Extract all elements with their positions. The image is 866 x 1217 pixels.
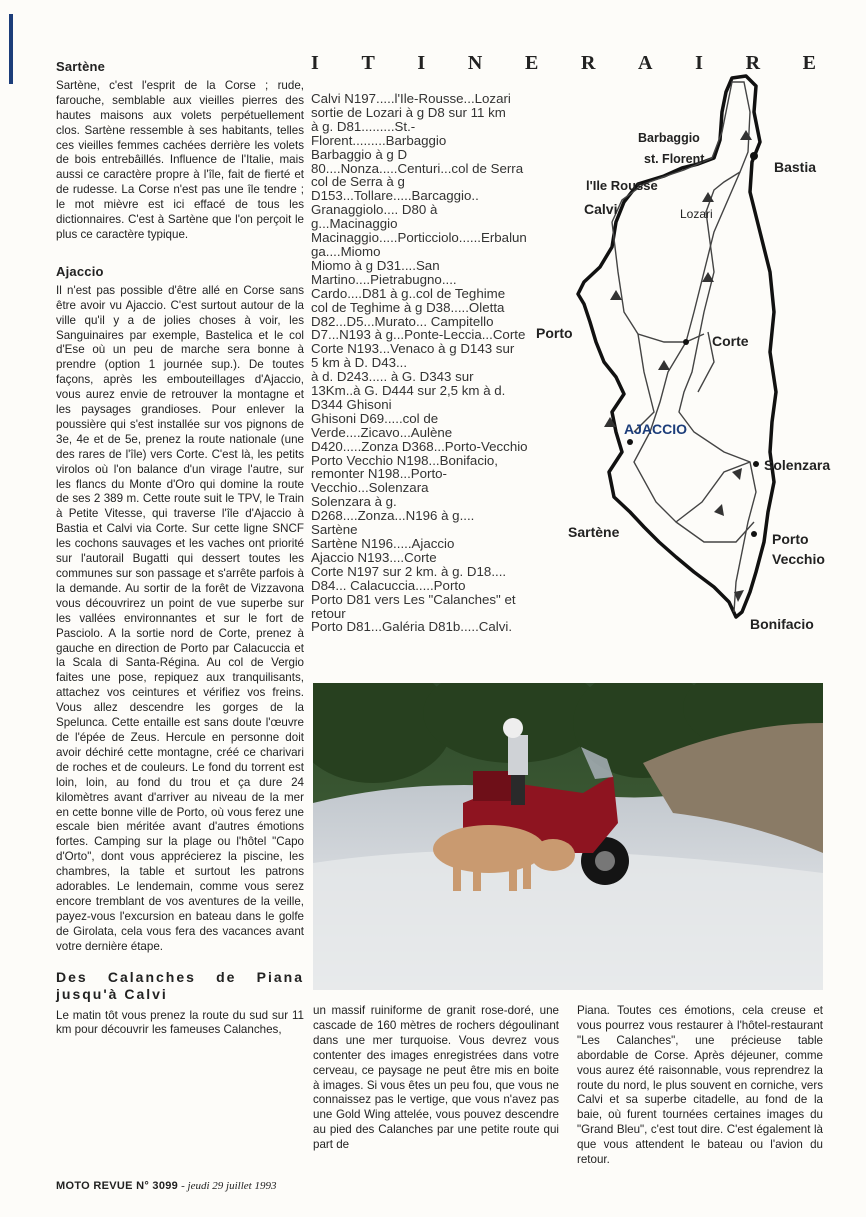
footer-magazine: MOTO REVUE N° 3099	[56, 1180, 179, 1192]
itineraire-line: Porto Vecchio N198...Bonifacio,	[311, 452, 499, 468]
itineraire-letter: E	[802, 52, 816, 74]
motorcycle-pig-photo	[313, 683, 823, 990]
itineraire-line: D153...Tollare.....Barcaggio..	[311, 188, 479, 204]
itineraire-line: Porto D81 vers Les "Calanches" et	[311, 591, 516, 607]
itineraire-letter: I	[311, 52, 319, 74]
itineraire-line: ga....Miomo	[311, 243, 381, 259]
itineraire-line: D82...D5...Murato... Campitello	[311, 313, 494, 329]
heading-calanches: Des Calanches de Piana jusqu'à Calvi	[56, 968, 304, 1002]
itineraire-line: Sartène N196.....Ajaccio	[311, 536, 455, 551]
itineraire-line: Ajaccio N193....Corte	[311, 549, 437, 565]
itineraire-line: 13Km..à G. D444 sur 2,5 km à d.	[311, 383, 506, 399]
label-sartene: Sartène	[568, 524, 620, 540]
itineraire-line: col de Serra à g	[311, 174, 405, 190]
itineraire-letter: R	[745, 52, 761, 74]
text-ajaccio: Il n'est pas possible d'être allé en Corse sans être avoir vu Ajaccio. C'est surtout autour de la ville qu'il y a de jolies choses à voir, les Sanguinaires par exemple, Bastelica et le col d'Ese où un peu de marche sera bonne à prendre (option 1 journée sup.). De toutes façons, après les embouteillages d'Ajaccio, vous aurez envie de retrouver la montagne et les paysages grandioses. Pour enlever la poussière qui s'est installée sur vos pignons de 3e, 4e et de 5e, prenez la route nationale (une des rares de l'île) vers Corte. C'est là, les petits virolos où l'on balance d'un virage l'autre, sur les flancs du Monte d'Oro qui domine la route de ses 2 389 m. Cette route suit le TPV, le Train à Petite Vitesse, qui traverse l'île d'Ajaccio à Bastia et Calvi via Corte. Sur cette ligne SNCF les cochons sauvages et les vaches ont priorité sur l'autorail Bugatti qui dessert toutes les communes sur son passage et s'arrête parfois à la demande. Au sortir de la forêt de Vizzavona vous découvrirez un point de vue superbe sur les vallées environnantes et sur le fort de Pasciolo. A la sortie nord de Corte, prenez à gauche en direction de Porto par Calacuccia et la Scala di Santa-Régina. Au col de Vergio faites une pose, repiquez aux tranquilisants, attachez vos ceintures et vérifiez vos freins. Vous allez descendre les gorges de la Spelunca. Cette entaille est sans doute l'œuvre de l'épée de Zeus. Hercule en personne doit avoir déchiré cette montagne, créé ce charivari de roches et de couleurs. Le fond du torrent est loin, loin, au fond du trou et ça dure 24 kilomètres avant d'arriver au niveau de la mer en cette bonne ville de Porto, où vous ferez une escale bien méritée avant d'autres émotions fortes. Camping sur la plage ou l'hôtel "Capo d'Orto", dont vous apprécierez la piscine, les chambres, la table et surtout les patrons adorables. Le lendemain, comme vous serez encore tremblant de vos aventures de la veille, payez-vous l'excursion en bateau dans le golfe de Girolata, cela vous fera des vacances avant votre dernière étape.	[56, 283, 304, 953]
heading-sartene: Sartène	[56, 59, 106, 74]
label-ile-rousse: l'Ile Rousse	[586, 178, 658, 193]
label-bonifacio: Bonifacio	[750, 616, 814, 632]
itineraire-line: D268....Zonza...N196 à g....	[311, 508, 475, 524]
itineraire-letter: T	[361, 52, 375, 74]
label-porto-vecchio-1: Porto	[772, 531, 809, 547]
text-right: Piana. Toutes ces émotions, cela creuse et vous pourrez vous restaurer à l'hôtel-restaurant "Les Calanches", une précieuse table abordable de Corse. Après déjeuner, comme vous aurez été raisonnable, vous reprendrez la route du nord, le plus souvent en corniche, vers Calvi et sa superbe citadelle, au fond de la baie, où furent tournées certaines images du "Grand Bleu", c'est tout dire. C'est également là que vous attendent le bateau ou l'avion du retour.	[577, 1004, 823, 1167]
itineraire-list	[311, 92, 573, 634]
page-footer	[56, 1180, 276, 1192]
page-edge-mark	[9, 14, 13, 84]
label-solenzara: Solenzara	[764, 457, 831, 473]
label-bastia: Bastia	[774, 159, 817, 175]
label-porto-vecchio-2: Vecchio	[772, 551, 825, 567]
itineraire-line: Florent.........Barbaggio	[311, 132, 447, 148]
heading-ajaccio: Ajaccio	[56, 263, 104, 279]
itineraire-line: remonter N198...Porto-	[311, 466, 447, 482]
itineraire-line: retour	[311, 605, 346, 621]
itineraire-line: g...Macinaggio	[311, 216, 398, 232]
itineraire-letter: A	[638, 52, 653, 74]
footer-date: - jeudi 29 juillet 1993	[181, 1180, 277, 1192]
itineraire-line: 80....Nonza.....Centuri...col de Serra	[311, 160, 524, 176]
label-ajaccio: AJACCIO	[624, 421, 688, 437]
right-column	[577, 1004, 823, 1168]
text-sartene: Sartène, c'est l'esprit de la Corse ; rude, farouche, semblable aux vieilles pierres des hautes maisons aux volets perpétuellement clos. Sartène ressemble à ses habitants, telles ces vieilles femmes cachées derrière les volets de bois entrebâillés. Influence de l'Italie, mais aussi ce caractère propre à l'île, fait de fierté et de rudesse. La Corse n'est pas une île tendre ; le mot mièvre est ici effacé de tous les dictionnaires. C'est à Sartène que l'on perçoit le plus ce caractère typique.	[56, 78, 304, 241]
itineraire-line: Cardo....D81 à g..col de Teghime	[311, 285, 506, 301]
itineraire-line: Corte N197 sur 2 km. à g. D18....	[311, 563, 507, 579]
itineraire-line: Sartène	[311, 522, 358, 538]
itineraire-letter: N	[467, 52, 483, 74]
corsica-map	[564, 72, 862, 647]
itineraire-line: Verde....Zicavo...Aulène	[311, 424, 453, 440]
itineraire-letter: I	[695, 52, 703, 74]
itineraire-line: col de Teghime à g D38.....Oletta	[311, 299, 505, 315]
itineraire-letter: E	[524, 52, 539, 74]
itineraire-line: à g. D81.........St.-	[311, 118, 416, 134]
itineraire-line: 5 km à D. D43...	[311, 355, 408, 371]
itineraire-line: Vecchio...Solenzara	[311, 480, 429, 496]
itineraire-line: à d. D243..... à G. D343 sur	[311, 369, 474, 385]
itineraire-line: Ghisoni D69.....col de	[311, 410, 439, 426]
text-middle: un massif ruiniforme de granit rose-doré, une cascade de 160 mètres de rochers dégoulinant dans une mer turquoise. Vous devrez vous contenter des images enregistrées dans votre cerveau, ce paysage ne peut être mis en boite à images. Si vous êtes un peu fou, que vous ne connaissez pas le vertige, que vous n'avez pas une Gold Wing attelée, vous pouvez descendre au pied des Calanches par une petite route qui part de	[313, 1004, 559, 1152]
itineraire-line: Solenzara à g.	[311, 494, 397, 510]
label-porto-west: Porto	[536, 325, 573, 341]
label-calvi: Calvi	[584, 201, 618, 217]
itineraire-line: D344 Ghisoni	[311, 396, 392, 412]
label-st-florent: st. Florent	[644, 152, 705, 166]
itineraire-line: Barbaggio à g D	[311, 146, 408, 162]
itineraire-line: Calvi N197.....l'Ile-Rousse...Lozari	[311, 91, 511, 106]
label-barbaggio: Barbaggio	[638, 131, 700, 145]
label-lozari: Lozari	[680, 207, 713, 221]
itineraire-line: Granaggiolo.... D80 à	[311, 202, 438, 218]
itineraire-line: Porto D81...Galéria D81b.....Calvi.	[311, 619, 513, 635]
label-corte: Corte	[712, 333, 749, 349]
itineraire-line: Miomo à g D31....San	[311, 257, 440, 273]
left-column	[56, 60, 304, 1038]
itineraire-line: Martino....Pietrabugno....	[311, 271, 457, 287]
itineraire-letter: I	[417, 52, 426, 74]
text-calanches: Le matin tôt vous prenez la route du sud sur 11 km pour découvrir les fameuses Calanches,	[56, 1008, 304, 1037]
itineraire-line: sortie de Lozari à g D8 sur 11 km	[311, 104, 506, 120]
itineraire-line: D84... Calacuccia.....Porto	[311, 577, 466, 593]
middle-column	[313, 1004, 559, 1153]
itineraire-line: D420.....Zonza D368...Porto-Vecchio	[311, 438, 528, 454]
itineraire-letter: R	[580, 52, 596, 74]
itineraire-line: Corte N193...Venaco à g D143 sur	[311, 341, 515, 357]
itineraire-line: Macinaggio.....Porticciolo......Erbalun	[311, 230, 527, 246]
itineraire-line: D7...N193 à g...Ponte-Leccia...Corte	[311, 327, 526, 343]
